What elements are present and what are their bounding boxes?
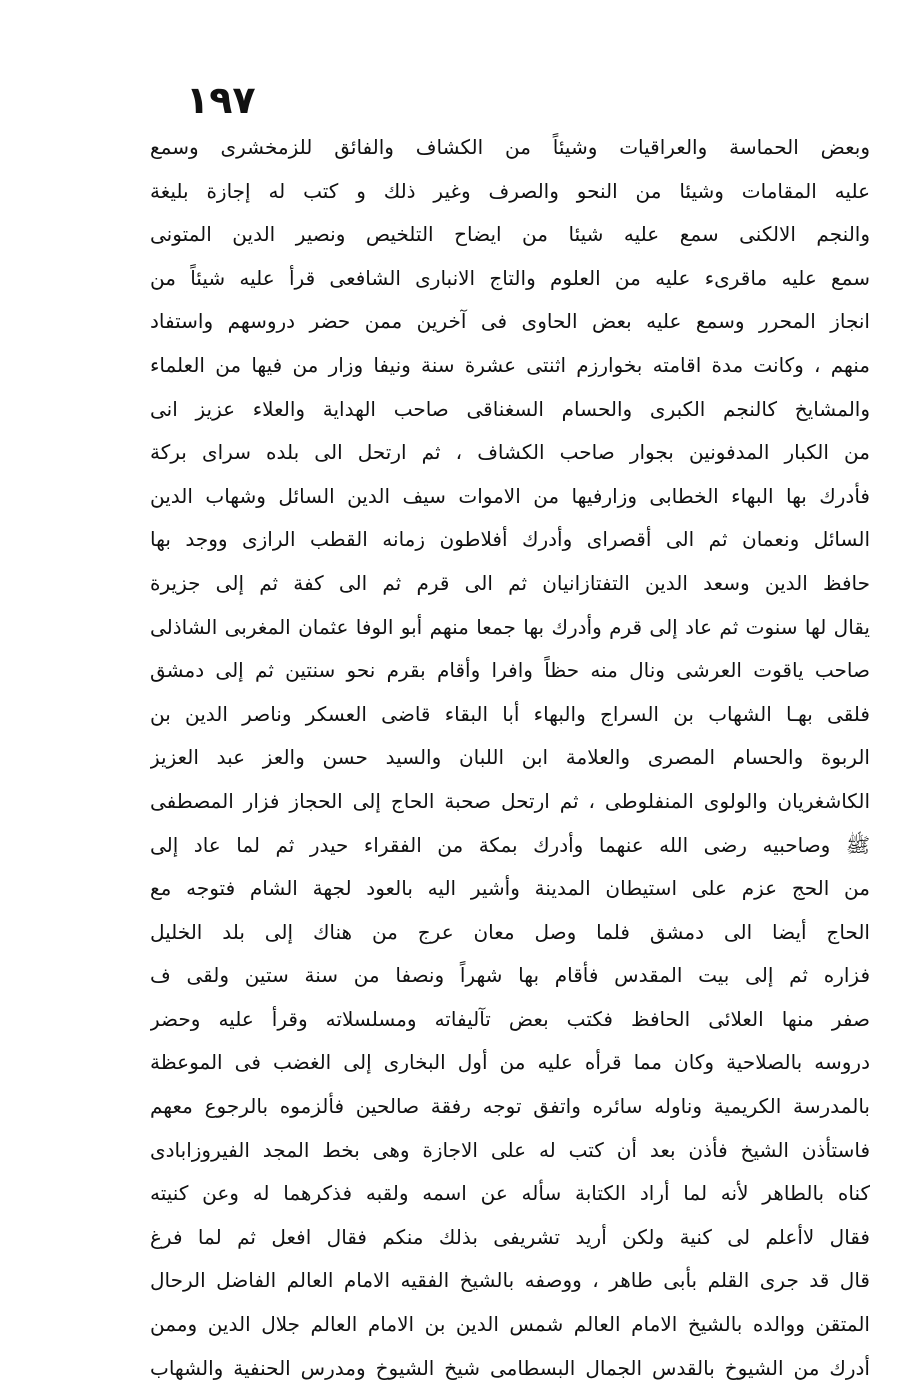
text-line: وبعض الحماسة والعراقيات وشيئاً من الكشاف والفائق للزمخشرى وسمع — [150, 135, 870, 159]
text-line: فاستأذن الشيخ فأذن بعد أن كتب له على الاجازة وهى بخط المجد الفيروزابادى — [150, 1137, 870, 1162]
text-line: فزاره ثم إلى بيت المقدس فأقام بها شهراً ونصفا من سنة ستين ولقى ف — [150, 963, 870, 988]
text-line: عليه المقامات وشيئا من النحو والصرف وغير ذلك و كتب له إجازة بليغة — [150, 178, 870, 203]
text-line: كناه بالطاهر لأنه لما أراد الكتابة سأله عن اسمه ولقبه فذكرهما له وعن كنيته — [150, 1181, 870, 1206]
text-line: صفر منها العلائى الحافظ فكتب بعض تآليفاته ومسلسلاته وقرأ عليه وحضر — [150, 1006, 870, 1031]
text-line: منهم ، وكانت مدة اقامته بخوارزم اثنتى عشرة سنة ونيفا وزار من فيها من العلماء — [150, 352, 870, 377]
text-line: والنجم الالكنى سمع عليه شيئا من ايضاح التلخيص ونصير الدين المتونى — [150, 222, 870, 247]
text-line: دروسه بالصلاحية وكان مما قرأه عليه من أول البخارى إلى الغضب فى الموعظة — [150, 1050, 870, 1075]
text-line: سمع عليه ماقرىء عليه من العلوم والتاج الانبارى الشافعى قرأ عليه شيئاً من — [150, 265, 870, 290]
text-line: حافظ الدين وسعد الدين التفتازانيان ثم الى قرم ثم الى كفة ثم إلى جزيرة — [150, 570, 870, 595]
text-line: والمشايخ كالنجم الكبرى والحسام السغناقى صاحب الهداية والعلاء عزيز انى — [150, 396, 870, 421]
text-line: بالمدرسة الكريمية وناوله سائره واتفق توجه رفقة صالحين فألزموه بالرجوع معهم — [150, 1094, 870, 1119]
text-line: ﷺ وصاحبيه رضى الله عنهما وأدرك بمكة من الفقراء حيدر ثم لما عاد إلى — [150, 832, 870, 857]
text-line: قال قد جرى القلم بأبى طاهر ، ووصفه بالشيخ الفقيه الامام العالم الفاضل الرحال — [150, 1268, 870, 1293]
text-line: فقال لاأعلم لى كنية ولكن أريد تشريفى بذلك منكم فقال افعل ثم لما فرغ — [150, 1224, 870, 1249]
text-line: فأدرك بها البهاء الخطابى وزارفيها من الاموات سيف الدين السائل وشهاب الدين — [150, 483, 870, 508]
text-line: الكاشغريان والولوى المنفلوطى ، ثم ارتحل صحبة الحاج إلى الحجاز فزار المصطفى — [150, 788, 870, 813]
text-line: الربوة والحسام المصرى والعلامة ابن اللبان والسيد حسن والعز عبد العزيز — [150, 745, 870, 770]
text-line: يقال لها سنوت ثم عاد إلى قرم وأدرك بها جمعا منهم أبو الوفا عثمان المغربى الشاذلى — [150, 614, 870, 639]
text-line: الحاج أيضا الى دمشق فلما وصل معان عرج من هناك إلى بلد الخليل — [150, 919, 870, 944]
text-line: من الكبار المدفونين بجوار صاحب الكشاف ، ثم ارتحل الى بلده سراى بركة — [150, 440, 870, 465]
text-line: المتقن ووالده بالشيخ الامام العالم شمس الدين بن الامام العالم جلال الدين وممن — [150, 1312, 870, 1337]
body-text — [150, 126, 870, 1390]
text-line: من الحج عزم على استيطان المدينة وأشير اليه بالعود لجهة الشام فتوجه مع — [150, 876, 870, 901]
page-number: ١٩٧ — [186, 78, 256, 122]
text-line: السائل ونعمان ثم الى أقصراى وأدرك أفلاطون زمانه القطب الرازى ووجد بها — [150, 527, 870, 552]
text-line: فلقى بهـا الشهاب بن السراج والبهاء أبا البقاء قاضى العسكر وناصر الدين بن — [150, 701, 870, 726]
text-line: أدرك من الشيوخ بالقدس الجمال البسطامى شيخ الشيوخ ومدرس الحنفية والشهاب — [150, 1355, 870, 1380]
text-line: انجاز المحرر وسمع عليه بعض الحاوى فى آخرين ممن حضر دروسهم واستفاد — [150, 309, 870, 334]
text-line: صاحب ياقوت العرشى ونال منه حظاً وافرا وأقام بقرم نحو سنتين ثم إلى دمشق — [150, 658, 870, 683]
